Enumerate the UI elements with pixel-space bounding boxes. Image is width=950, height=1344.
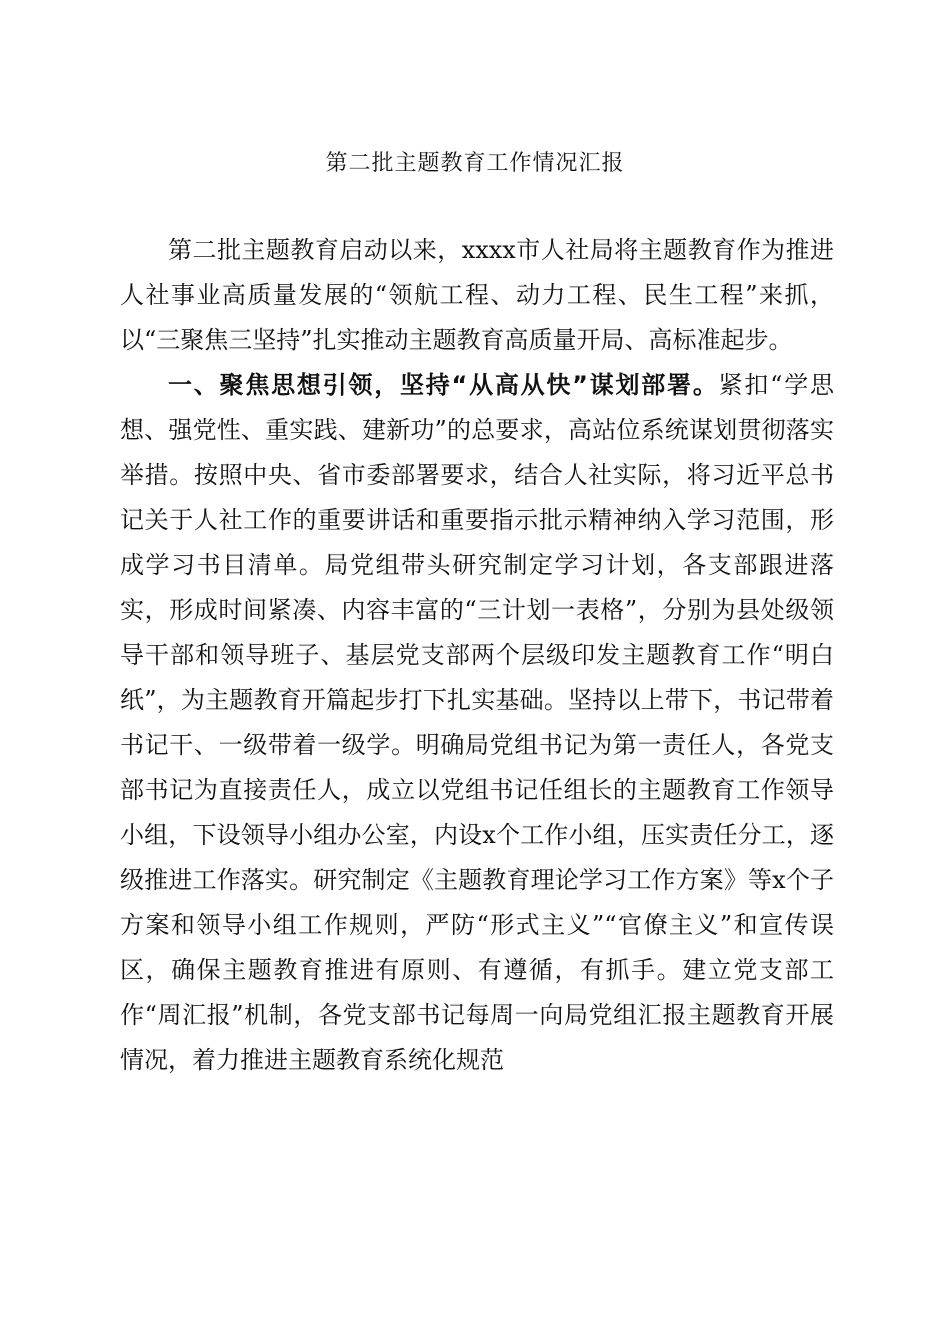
document-title: 第二批主题教育工作情况汇报	[325, 151, 625, 176]
section-1-paragraph	[120, 363, 834, 1083]
document-body	[120, 228, 834, 1083]
intro-paragraph: 第二批主题教育启动以来，xxxx市人社局将主题教育作为推进人社事业高质量发展的“领航工程、动力工程、民生工程”来抓，以“三聚焦三坚持”扎实推动主题教育高质量开局、高标准起步。	[120, 236, 834, 354]
section-1-body: 紧扣“学思想、强党性、重实践、建新功”的总要求，高站位系统谋划贯彻落实举措。按照中央、省市委部署要求，结合人社实际，将习近平总书记关于人社工作的重要讲话和重要指示批示精神纳入学习范围，形成学习书目清单。局党组带头研究制定学习计划，各支部跟进落实，形成时间紧凑、内容丰富的“三计划一表格”，分别为县处级领导干部和领导班子、基层党支部两个层级印发主题教育工作“明白纸”，为主题教育开篇起步打下扎实基础。坚持以上带下，书记带着书记干、一级带着一级学。明确局党组书记为第一责任人，各党支部书记为直接责任人，成立以党组书记任组长的主题教育工作领导小组，下设领导小组办公室，内设x个工作小组，压实责任分工，逐级推进工作落实。研究制定《主题教育理论学习工作方案》等x个子方案和领导小组工作规则，严防“形式主义”“官僚主义”和宣传误区，确保主题教育推进有原则、有遵循，有抓手。建立党支部工作“周汇报”机制，各党支部书记每周一向局党组汇报主题教育开展情况，着力推进主题教育系统化规范	[120, 371, 834, 1074]
section-1-heading: 一、聚焦思想引领，坚持“从高从快”谋划部署。	[168, 371, 719, 399]
